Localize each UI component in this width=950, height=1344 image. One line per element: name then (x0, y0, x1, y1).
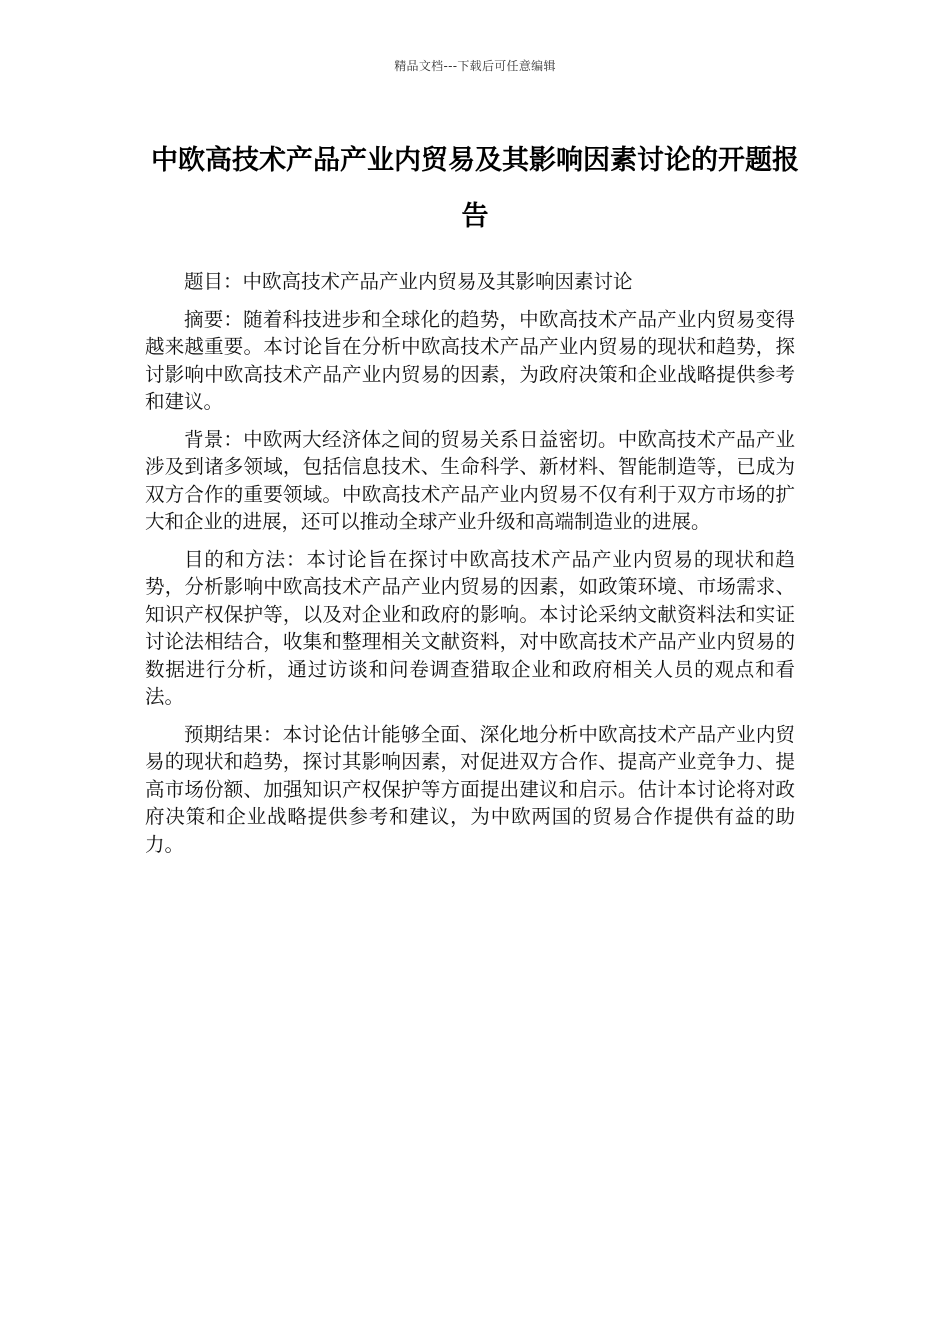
paragraph-label: 背景： (184, 427, 244, 451)
paragraph-expected-results (145, 721, 795, 859)
paragraph-label: 预期结果： (184, 722, 283, 746)
paragraph-background (145, 426, 795, 536)
paragraph-text: 随着科技进步和全球化的趋势，中欧高技术产品产业内贸易变得越来越重要。本讨论旨在分析中欧高技术产品产业内贸易的现状和趋势，探讨影响中欧高技术产品产业内贸易的因素，为政府决策和企业战略提供参考和建议。 (145, 307, 795, 413)
paragraph-label: 摘要： (184, 307, 244, 331)
paragraph-text: 中欧高技术产品产业内贸易及其影响因素讨论 (242, 270, 633, 293)
paragraph-text: 本讨论估计能够全面、深化地分析中欧高技术产品产业内贸易的现状和趋势，探讨其影响因素，对促进双方合作、提高产业竞争力、提高市场份额、加强知识产权保护等方面提出建议和启示。估计本讨论将对政府决策和企业战略提供参考和建议，为中欧两国的贸易合作提供有益的助力。 (145, 722, 795, 856)
paragraph-label: 题目： (184, 270, 243, 293)
header-note: 精品文档---下载后可任意编辑 (394, 59, 556, 73)
paragraph-text: 中欧两大经济体之间的贸易关系日益密切。中欧高技术产品产业涉及到诸多领域，包括信息技术、生命科学、新材料、智能制造等，已成为双方合作的重要领域。中欧高技术产品产业内贸易不仅有利于双方市场的扩大和企业的进展，还可以推动全球产业升级和高端制造业的进展。 (145, 427, 795, 533)
document-body (145, 268, 795, 868)
paragraph-text: 本讨论旨在探讨中欧高技术产品产业内贸易的现状和趋势，分析影响中欧高技术产品产业内贸易的因素，如政策环境、市场需求、知识产权保护等，以及对企业和政府的影响。本讨论采纳文献资料法和实证讨论法相结合，收集和整理相关文献资料，对中欧高技术产品产业内贸易的数据进行分析，通过访谈和问卷调查猎取企业和政府相关人员的观点和看法。 (145, 547, 795, 708)
paragraph-topic (145, 268, 795, 296)
paragraph-label: 目的和方法： (184, 547, 307, 571)
paragraph-purpose-method (145, 546, 795, 711)
paragraph-abstract (145, 306, 795, 416)
document-title: 中欧高技术产品产业内贸易及其影响因素讨论的开题报告 (151, 145, 799, 232)
